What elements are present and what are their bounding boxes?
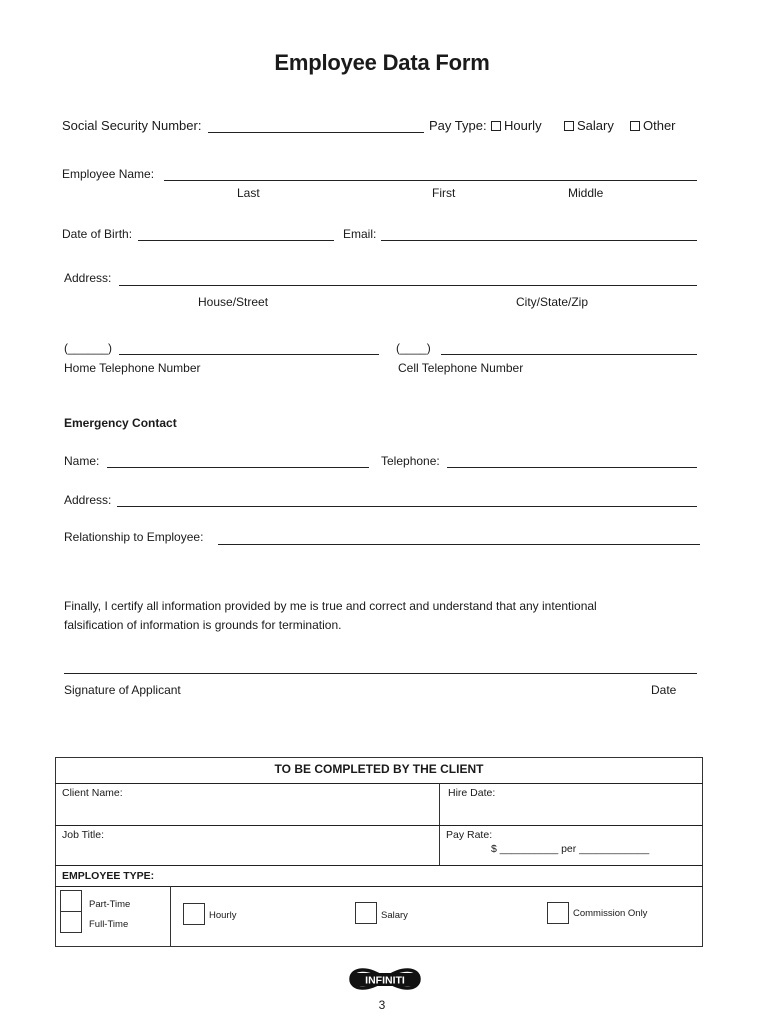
dob-field[interactable] <box>138 240 334 241</box>
cell-area-code[interactable]: (____) <box>396 341 431 355</box>
job-title-field[interactable] <box>62 842 432 862</box>
commission-only-checkbox[interactable] <box>547 902 569 924</box>
house-street-caption: House/Street <box>198 295 269 309</box>
salary-type-checkbox[interactable] <box>355 902 377 924</box>
other-option-label: Other <box>643 118 676 133</box>
emergency-telephone-field[interactable] <box>447 467 697 468</box>
job-title-label: Job Title: <box>62 829 105 841</box>
employee-name-field[interactable] <box>164 180 697 181</box>
cell-phone-caption: Cell Telephone Number <box>398 361 524 375</box>
other-checkbox[interactable] <box>630 121 640 131</box>
page-title: Employee Data Form <box>274 50 490 75</box>
divider <box>55 783 703 784</box>
client-section-heading: TO BE COMPLETED BY THE CLIENT <box>274 762 484 776</box>
infiniti-logo <box>343 962 427 996</box>
client-name-label: Client Name: <box>62 787 123 799</box>
divider <box>55 886 703 887</box>
salary-checkbox[interactable] <box>564 121 574 131</box>
part-time-checkbox[interactable] <box>60 890 82 912</box>
employee-type-label: EMPLOYEE TYPE: <box>62 870 155 882</box>
pay-rate-label: Pay Rate: <box>446 829 493 841</box>
city-state-zip-caption: City/State/Zip <box>516 295 589 309</box>
pay-type-hourly-option[interactable] <box>491 118 542 133</box>
emergency-address-field[interactable] <box>117 506 697 507</box>
hourly-type-label: Hourly <box>209 910 237 921</box>
full-time-checkbox[interactable] <box>60 911 82 933</box>
ssn-label: Social Security Number: <box>62 118 202 133</box>
divider <box>439 783 440 865</box>
cell-phone-field[interactable] <box>441 354 697 355</box>
hourly-checkbox[interactable] <box>491 121 501 131</box>
commission-only-label: Commission Only <box>573 908 648 919</box>
signature-field[interactable] <box>64 673 697 674</box>
relationship-label: Relationship to Employee: <box>64 530 204 544</box>
pay-type-label: Pay Type: <box>429 118 487 133</box>
home-phone-caption: Home Telephone Number <box>64 361 201 375</box>
pay-type-salary-option[interactable] <box>564 118 614 133</box>
emergency-telephone-label: Telephone: <box>381 454 440 468</box>
hourly-option-label: Hourly <box>504 118 542 133</box>
full-time-label: Full-Time <box>89 919 129 930</box>
email-label: Email: <box>343 227 377 241</box>
divider <box>55 865 703 866</box>
hire-date-label: Hire Date: <box>448 787 496 799</box>
salary-type-label: Salary <box>381 910 408 921</box>
pay-type-other-option[interactable] <box>630 118 676 133</box>
employee-name-label: Employee Name: <box>62 167 155 181</box>
ssn-field[interactable] <box>208 132 424 133</box>
last-name-caption: Last <box>237 186 260 200</box>
emergency-name-field[interactable] <box>107 467 369 468</box>
home-area-code[interactable]: (______) <box>64 341 113 355</box>
dob-label: Date of Birth: <box>62 227 133 241</box>
relationship-field[interactable] <box>218 544 700 545</box>
certification-line-1: Finally, I certify all information provided by me is true and correct and understand that any intentional <box>64 599 597 613</box>
logo-text: INFINITI <box>365 974 405 987</box>
email-field[interactable] <box>381 240 697 241</box>
infiniti-logo-mark <box>343 962 427 996</box>
pay-rate-field[interactable]: $ __________ per ____________ <box>491 843 650 855</box>
address-field[interactable] <box>119 285 697 286</box>
signature-caption: Signature of Applicant <box>64 683 181 697</box>
client-name-field[interactable] <box>62 800 432 822</box>
salary-option-label: Salary <box>577 118 614 133</box>
certification-line-2: falsification of information is grounds for termination. <box>64 618 342 632</box>
divider <box>55 825 703 826</box>
emergency-name-label: Name: <box>64 454 100 468</box>
address-label: Address: <box>64 271 112 285</box>
page-number: 3 <box>378 998 386 1012</box>
part-time-label: Part-Time <box>89 899 131 910</box>
middle-name-caption: Middle <box>568 186 604 200</box>
emergency-contact-heading: Emergency Contact <box>64 416 177 430</box>
divider <box>170 886 171 947</box>
emergency-address-label: Address: <box>64 493 112 507</box>
first-name-caption: First <box>432 186 456 200</box>
home-phone-field[interactable] <box>119 354 379 355</box>
hourly-type-checkbox[interactable] <box>183 903 205 925</box>
hire-date-field[interactable] <box>448 800 696 822</box>
date-caption: Date <box>651 683 677 697</box>
